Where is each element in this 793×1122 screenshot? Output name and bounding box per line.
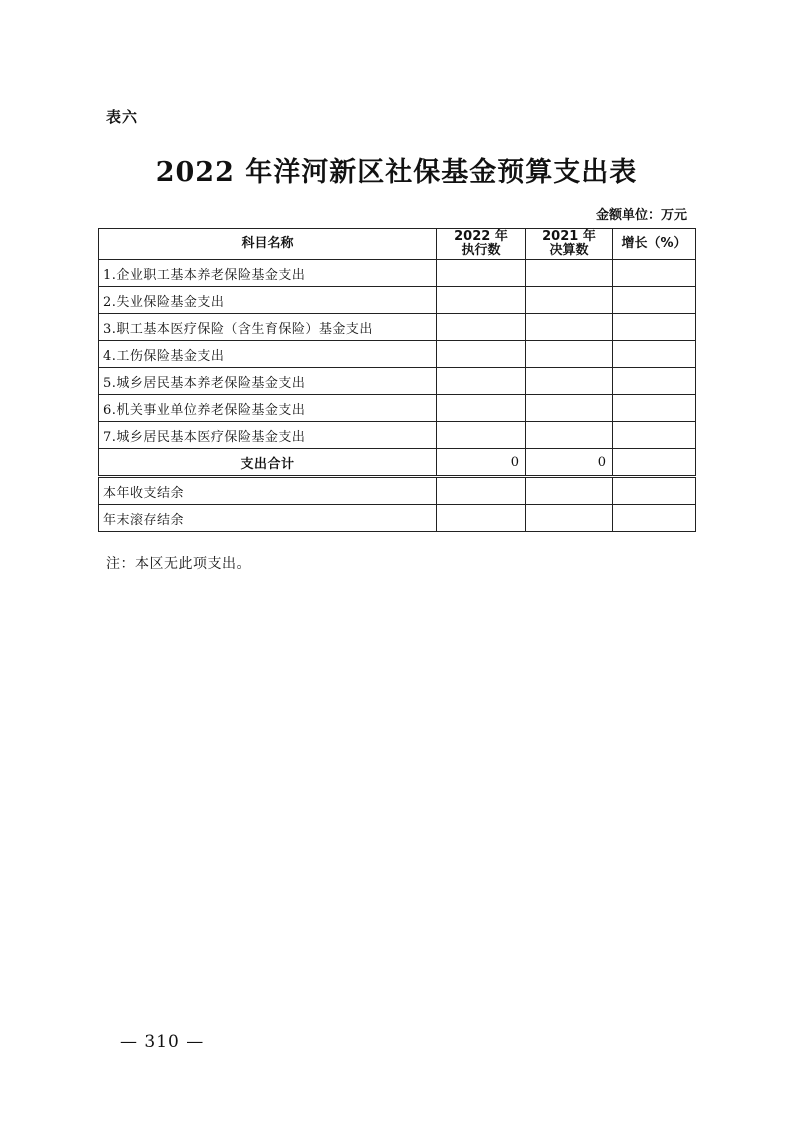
budget-table — [98, 228, 696, 532]
total-final: 0 — [526, 449, 613, 477]
total-name: 支出合计 — [99, 449, 437, 477]
row-name: 5.城乡居民基本养老保险基金支出 — [99, 368, 437, 395]
table-row — [99, 341, 696, 368]
table-row — [99, 422, 696, 449]
header-exec-year: 2022 年 — [454, 229, 508, 244]
row-name: 3.职工基本医疗保险（含生育保险）基金支出 — [99, 314, 437, 341]
header-exec — [437, 229, 526, 260]
table-row — [99, 368, 696, 395]
header-final-label: 决算数 — [549, 243, 589, 258]
row-growth — [613, 260, 696, 287]
table-row — [99, 314, 696, 341]
row-exec — [437, 505, 526, 532]
row-growth — [613, 477, 696, 505]
row-name: 7.城乡居民基本医疗保险基金支出 — [99, 422, 437, 449]
table-label: 表六 — [106, 108, 139, 126]
row-growth — [613, 395, 696, 422]
row-growth — [613, 314, 696, 341]
unit-note: 金额单位：万元 — [595, 208, 687, 223]
page-title: 2022 年洋河新区社保基金预算支出表 — [155, 157, 638, 188]
row-growth — [613, 368, 696, 395]
row-exec — [437, 260, 526, 287]
row-growth — [613, 341, 696, 368]
row-final — [526, 260, 613, 287]
row-exec — [437, 341, 526, 368]
row-final — [526, 341, 613, 368]
row-exec — [437, 314, 526, 341]
row-name: 2.失业保险基金支出 — [99, 287, 437, 314]
row-growth — [613, 422, 696, 449]
table-row — [99, 395, 696, 422]
total-growth — [613, 449, 696, 477]
header-name: 科目名称 — [99, 229, 437, 260]
row-name: 年末滚存结余 — [99, 505, 437, 532]
row-name: 6.机关事业单位养老保险基金支出 — [99, 395, 437, 422]
row-final — [526, 314, 613, 341]
row-exec — [437, 422, 526, 449]
total-exec: 0 — [437, 449, 526, 477]
row-growth — [613, 505, 696, 532]
table-row — [99, 260, 696, 287]
row-name: 1.企业职工基本养老保险基金支出 — [99, 260, 437, 287]
row-final — [526, 395, 613, 422]
page-number: — 310 — — [120, 1032, 205, 1052]
table-row — [99, 505, 696, 532]
row-exec — [437, 368, 526, 395]
row-final — [526, 368, 613, 395]
header-final — [526, 229, 613, 260]
total-row — [99, 449, 696, 477]
table-row — [99, 287, 696, 314]
header-final-year: 2021 年 — [542, 229, 596, 244]
row-exec — [437, 477, 526, 505]
row-exec — [437, 287, 526, 314]
row-exec — [437, 395, 526, 422]
row-final — [526, 477, 613, 505]
header-exec-label: 执行数 — [461, 243, 501, 258]
row-final — [526, 287, 613, 314]
header-growth: 增长（%） — [613, 229, 696, 260]
row-name: 4.工伤保险基金支出 — [99, 341, 437, 368]
table-header-row — [99, 229, 696, 260]
table-row — [99, 477, 696, 505]
row-final — [526, 505, 613, 532]
row-growth — [613, 287, 696, 314]
row-final — [526, 422, 613, 449]
row-name: 本年收支结余 — [99, 477, 437, 505]
footnote: 注：本区无此项支出。 — [106, 556, 251, 572]
